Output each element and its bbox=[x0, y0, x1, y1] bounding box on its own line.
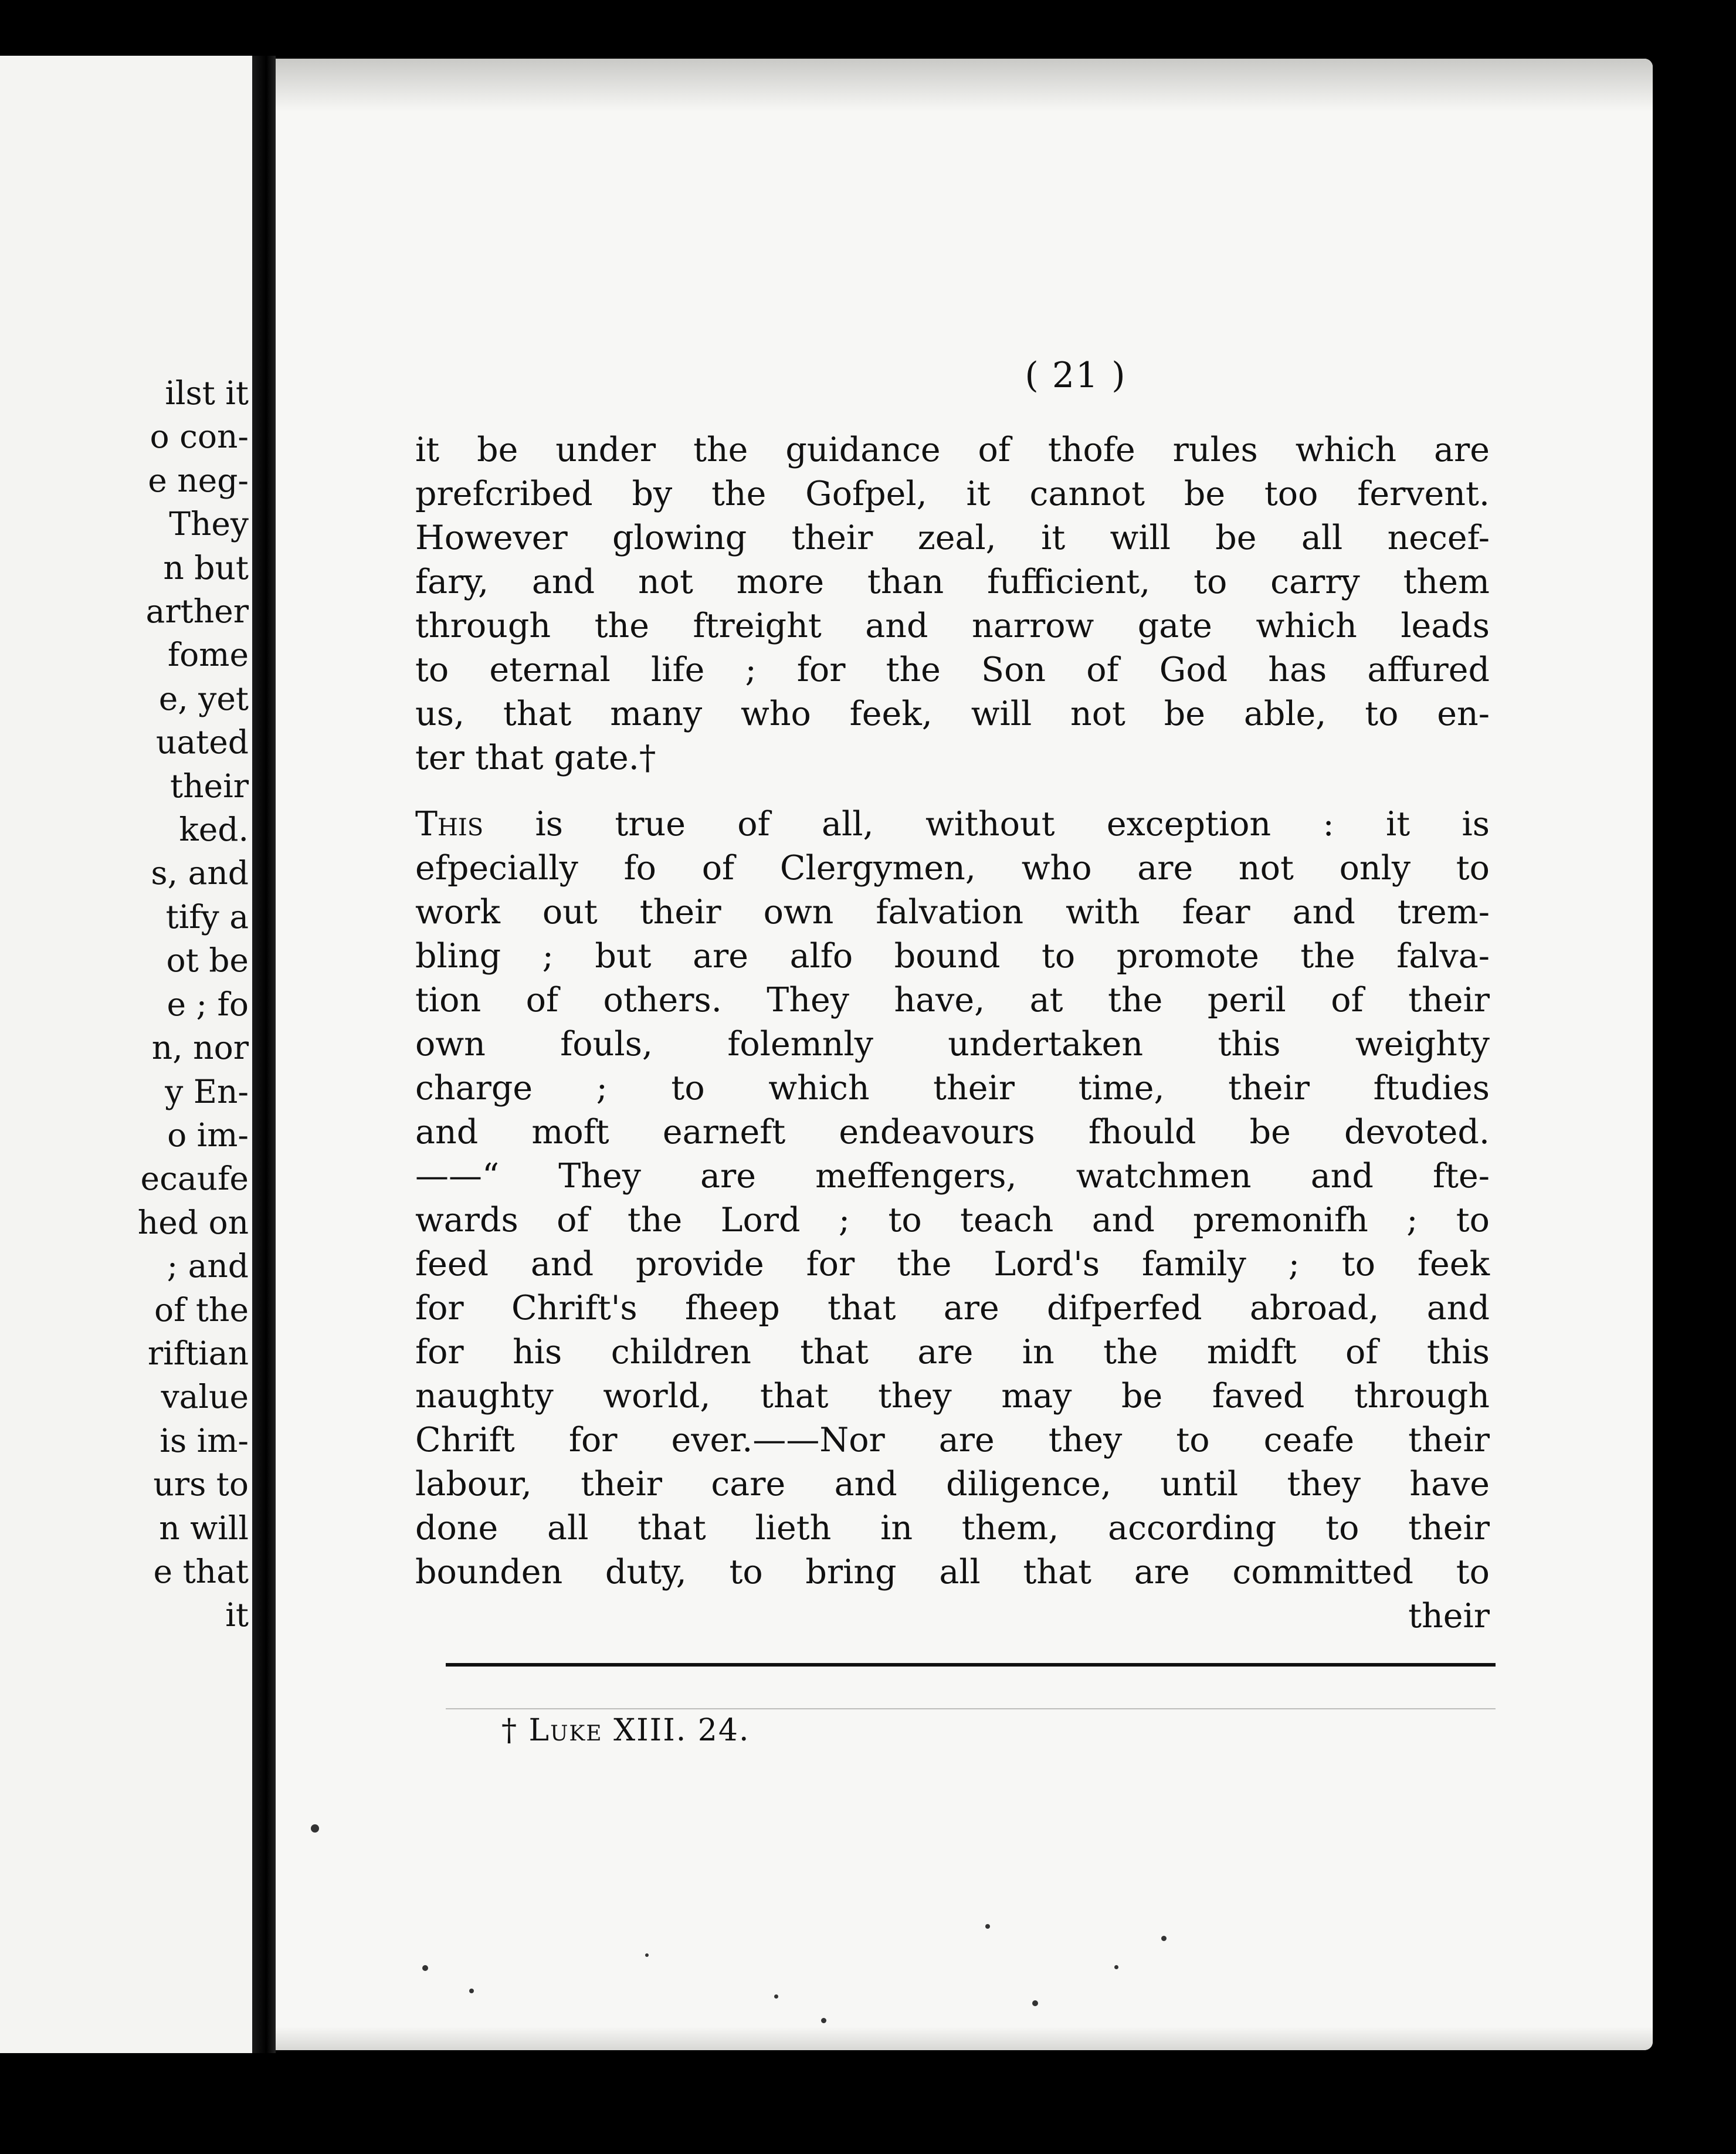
paragraph-0-line: to eternal life ; for the Son of God has affured bbox=[415, 651, 1490, 689]
paragraph-1-line: done all that lieth in them, according to their bbox=[415, 1509, 1490, 1547]
paragraph-0-line: prefcribed by the Gofpel, it cannot be too fervent. bbox=[415, 475, 1490, 513]
body-text bbox=[415, 428, 1490, 1638]
foxing-speck bbox=[469, 1989, 474, 1993]
paragraph-1-line: ——“ They are meffengers, watchmen and fte- bbox=[415, 1157, 1490, 1195]
foxing-speck bbox=[821, 2018, 826, 2023]
left-page-line-fragment: is im- bbox=[160, 1421, 249, 1459]
left-page-line-fragment: riftian bbox=[147, 1334, 249, 1372]
left-page-line-fragment: ked. bbox=[179, 811, 249, 849]
left-page-line-fragment: hed on bbox=[137, 1203, 249, 1241]
left-page-line-fragment: ; and bbox=[167, 1247, 249, 1285]
drop-word: This bbox=[415, 805, 484, 844]
left-page-line-fragment: e neg- bbox=[148, 461, 249, 499]
left-page-line-fragment: e, yet bbox=[158, 679, 249, 717]
foxing-speck bbox=[1114, 1965, 1118, 1969]
foxing-speck bbox=[774, 1994, 778, 1999]
paragraph-1 bbox=[415, 428, 1490, 780]
footnote-marker: † bbox=[501, 1713, 518, 1748]
left-page-line-fragment: urs to bbox=[153, 1465, 249, 1503]
left-page-line-fragment: n will bbox=[159, 1509, 249, 1547]
left-page-line-fragment: o con- bbox=[150, 418, 249, 456]
left-page-line-fragment: e ; fo bbox=[167, 985, 249, 1023]
left-page-line-fragment: ot be bbox=[166, 941, 249, 980]
left-page-line-fragment: n but bbox=[163, 548, 249, 587]
paragraph-1-line: feed and provide for the Lord's family ; to feek bbox=[415, 1245, 1490, 1283]
paragraph-0-line: fary, and not more than fufficient, to carry them bbox=[415, 563, 1490, 601]
page-bottom-shadow bbox=[276, 2027, 1653, 2050]
paragraph-1-line: efpecially fo of Clergymen, who are not only to bbox=[415, 849, 1490, 888]
paragraph-1-line: wards of the Lord ; to teach and premonifh ; to bbox=[415, 1201, 1490, 1239]
left-page-line-fragment: arther bbox=[145, 592, 249, 631]
paragraph-1-line: naughty world, that they may be faved through bbox=[415, 1377, 1490, 1415]
left-page-line-fragment: y En- bbox=[165, 1072, 249, 1110]
foxing-speck bbox=[645, 1953, 649, 1957]
first-line-rest: is true of all, without exception : it is bbox=[535, 805, 1490, 844]
paragraph-0-line: it be under the guidance of thofe rules which are bbox=[415, 431, 1490, 469]
footnote-reference: Luke bbox=[528, 1713, 603, 1748]
foxing-speck bbox=[1161, 1936, 1167, 1941]
left-page-line-fragment: e that bbox=[153, 1552, 249, 1590]
left-page-line-fragment: o im- bbox=[167, 1116, 249, 1154]
paragraph-0-line: However glowing their zeal, it will be all necef- bbox=[415, 519, 1490, 557]
paragraph-2 bbox=[415, 802, 1490, 1594]
paragraph-1-line: and moft earneft endeavours fhould be devoted. bbox=[415, 1113, 1490, 1151]
left-page-line-fragment: their bbox=[170, 767, 249, 805]
catchword: their bbox=[1408, 1597, 1490, 1635]
paragraph-2-first-line bbox=[415, 802, 1490, 846]
foxing-speck bbox=[311, 1824, 319, 1833]
left-page-line-fragment: ilst it bbox=[165, 374, 249, 412]
book-gutter bbox=[252, 56, 276, 2053]
paragraph-1-line: charge ; to which their time, their ftudies bbox=[415, 1069, 1490, 1108]
footnote-rule-faint bbox=[446, 1708, 1496, 1709]
paragraph-1-line: tion of others. They have, at the peril of their bbox=[415, 981, 1490, 1020]
paragraph-1-line: Chrift for ever.——Nor are they to ceafe their bbox=[415, 1421, 1490, 1459]
paragraph-1-line: bounden duty, to bring all that are committed to bbox=[415, 1553, 1490, 1591]
paragraph-1-line: bling ; but are alfo bound to promote the falva- bbox=[415, 937, 1490, 976]
foxing-speck bbox=[422, 1965, 428, 1971]
right-page bbox=[276, 59, 1653, 2050]
left-page-line-fragment: fome bbox=[167, 636, 249, 674]
foxing-speck bbox=[985, 1924, 990, 1929]
left-page-line-fragment: n, nor bbox=[151, 1029, 249, 1067]
footnote-rule bbox=[446, 1663, 1496, 1667]
footnote bbox=[501, 1713, 750, 1748]
left-page-line-fragment: it bbox=[225, 1596, 249, 1634]
paragraph-0-line: us, that many who feek, will not be able, to en- bbox=[415, 695, 1490, 733]
paragraph-0-line: ter that gate.† bbox=[415, 739, 656, 777]
left-page-line-fragment: ecaufe bbox=[140, 1160, 249, 1198]
paragraph-1-line: for Chrift's fheep that are difperfed abroad, and bbox=[415, 1289, 1490, 1327]
left-facing-page bbox=[0, 56, 252, 2053]
left-page-line-fragment: s, and bbox=[151, 854, 249, 892]
left-page-line-fragment: of the bbox=[154, 1291, 249, 1329]
paragraph-1-line: work out their own falvation with fear and trem- bbox=[415, 893, 1490, 932]
left-page-text-fragments bbox=[0, 371, 249, 1637]
page-number-line bbox=[276, 355, 1653, 396]
left-page-line-fragment: uated bbox=[155, 723, 249, 761]
paragraph-1-line: for his children that are in the midft of this bbox=[415, 1333, 1490, 1371]
left-page-line-fragment: value bbox=[161, 1378, 249, 1416]
paragraph-1-line: labour, their care and diligence, until they have bbox=[415, 1465, 1490, 1503]
footnote-chapter-verse: XIII. 24. bbox=[613, 1713, 750, 1748]
foxing-speck bbox=[1032, 2000, 1038, 2006]
page-top-shadow bbox=[276, 59, 1653, 111]
left-page-line-fragment: They bbox=[169, 505, 249, 543]
left-page-line-fragment: tify a bbox=[165, 898, 249, 936]
paragraph-1-line: own fouls, folemnly undertaken this weighty bbox=[415, 1025, 1490, 1064]
paragraph-0-line: through the ftreight and narrow gate which leads bbox=[415, 607, 1490, 645]
page-number: ( 21 ) bbox=[1025, 355, 1127, 396]
